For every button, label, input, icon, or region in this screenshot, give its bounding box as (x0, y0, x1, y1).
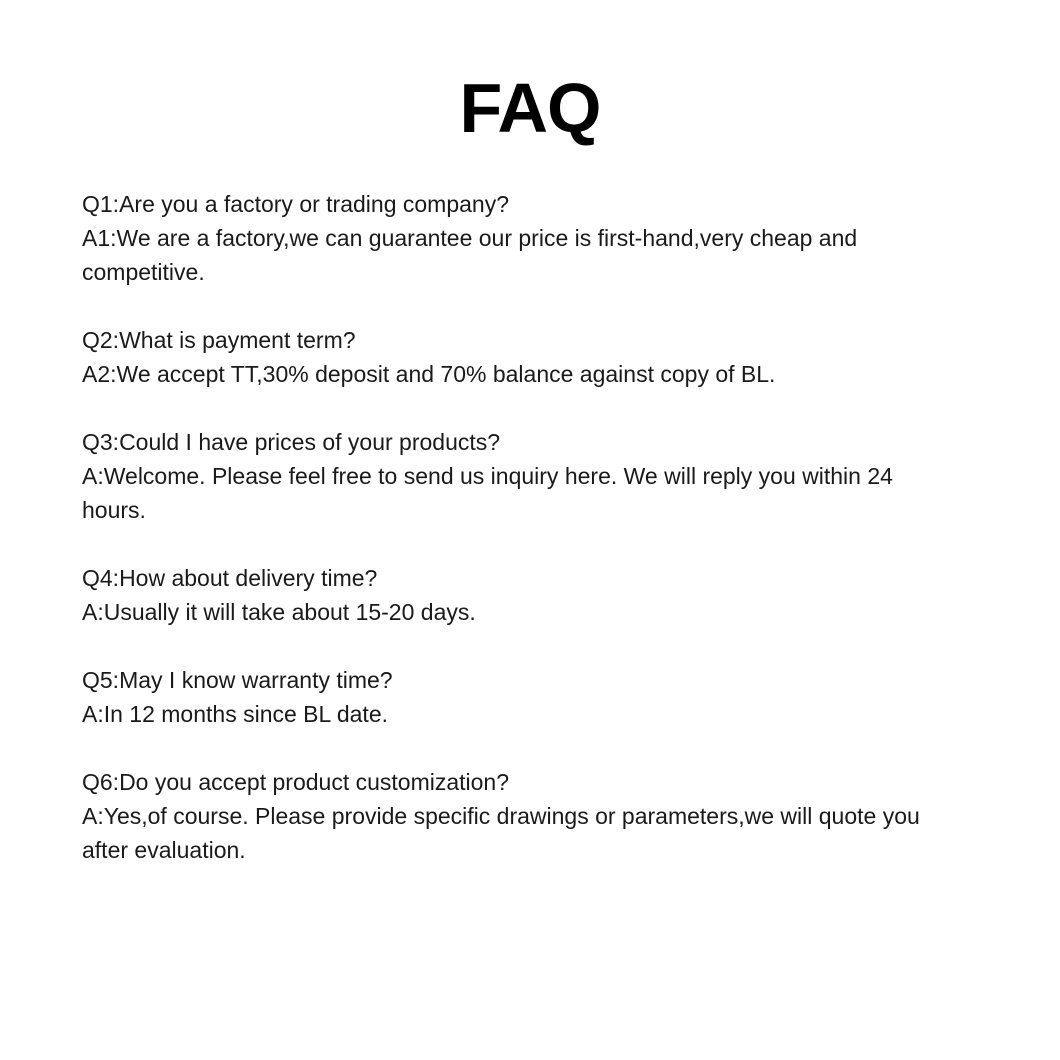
faq-answer-5: A:In 12 months since BL date. (82, 701, 388, 727)
faq-item-1 (82, 187, 922, 289)
faq-question-6: Q6:Do you accept product customization? (82, 769, 510, 795)
faq-question-5: Q5:May I know warranty time? (82, 667, 393, 693)
faq-answer-1: A1:We are a factory,we can guarantee our price is first-hand,very cheap and competitive. (82, 225, 858, 285)
page-title: FAQ (459, 69, 601, 147)
faq-answer-3: A:Welcome. Please feel free to send us inquiry here. We will reply you within 24 hours. (82, 463, 893, 523)
faq-question-3: Q3:Could I have prices of your products? (82, 429, 501, 455)
faq-question-2: Q2:What is payment term? (82, 327, 356, 353)
faq-list (82, 187, 922, 901)
faq-item-5 (82, 663, 922, 731)
faq-answer-2: A2:We accept TT,30% deposit and 70% balance against copy of BL. (82, 361, 776, 387)
faq-question-1: Q1:Are you a factory or trading company? (82, 191, 509, 217)
faq-question-4: Q4:How about delivery time? (82, 565, 378, 591)
faq-item-2 (82, 323, 922, 391)
faq-item-3 (82, 425, 922, 527)
faq-item-4 (82, 561, 922, 629)
faq-answer-4: A:Usually it will take about 15-20 days. (82, 599, 476, 625)
faq-answer-6: A:Yes,of course. Please provide specific drawings or parameters,we will quote you after evaluation. (82, 803, 920, 863)
faq-item-6 (82, 765, 922, 867)
